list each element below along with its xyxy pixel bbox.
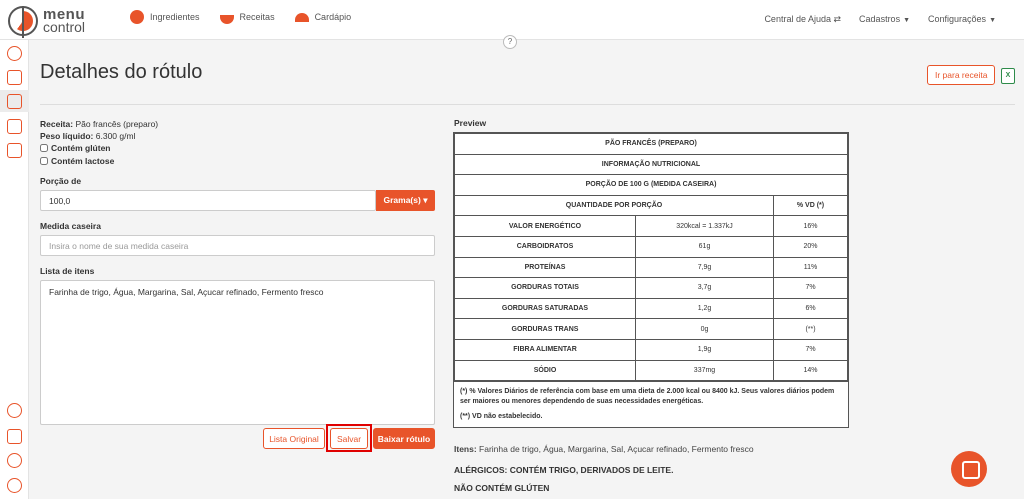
help-icon[interactable] bbox=[7, 403, 22, 418]
original-list-button[interactable]: Lista Original bbox=[263, 428, 325, 449]
tomato-icon bbox=[130, 10, 144, 24]
nut-vd: 6% bbox=[774, 298, 848, 319]
nav-cardapio[interactable] bbox=[295, 10, 352, 24]
nut-col-vd: % VD (*) bbox=[774, 195, 848, 216]
items-list-label: Lista de itens bbox=[40, 266, 95, 276]
nav-receitas[interactable] bbox=[220, 10, 275, 24]
cadastros-menu[interactable] bbox=[859, 14, 910, 25]
nav-ingredientes-label: Ingredientes bbox=[150, 12, 200, 22]
clipboard-icon[interactable] bbox=[7, 70, 22, 85]
nav-receitas-label: Receitas bbox=[239, 12, 275, 22]
recipe-label: Receita: bbox=[40, 119, 74, 129]
nut-header-info: INFORMAÇÃO NUTRICIONAL bbox=[455, 154, 848, 175]
nut-vd: 14% bbox=[774, 360, 848, 381]
nut-name: CARBOIDRATOS bbox=[455, 236, 636, 257]
gluten-checkbox-row[interactable] bbox=[40, 143, 111, 153]
table-row bbox=[455, 236, 848, 257]
save-button[interactable]: Salvar bbox=[330, 428, 368, 449]
main-nav bbox=[130, 10, 351, 24]
chat-launcher-icon[interactable] bbox=[951, 451, 987, 487]
chevron-down-icon: ▼ bbox=[903, 17, 911, 24]
nut-value: 61g bbox=[636, 236, 774, 257]
download-label-button[interactable]: Baixar rótulo bbox=[373, 428, 435, 449]
lactose-checkbox-row[interactable] bbox=[40, 156, 114, 166]
settings-cost-icon[interactable] bbox=[7, 46, 22, 61]
weight-value: 6.300 g/ml bbox=[95, 131, 136, 141]
nav-cardapio-label: Cardápio bbox=[314, 12, 352, 22]
help-center-label: Central de Ajuda bbox=[764, 14, 831, 24]
household-label: Medida caseira bbox=[40, 221, 101, 231]
config-menu[interactable] bbox=[928, 14, 996, 25]
logo-text-control: control bbox=[43, 19, 86, 35]
gluten-free-text: NÃO CONTÉM GLÚTEN bbox=[454, 483, 550, 493]
table-row bbox=[455, 360, 848, 381]
lactose-checkbox[interactable] bbox=[40, 157, 48, 165]
bowl-icon bbox=[220, 15, 234, 24]
top-navbar bbox=[0, 0, 1024, 40]
nut-vd: (**) bbox=[774, 319, 848, 340]
nut-name: SÓDIO bbox=[455, 360, 636, 381]
table-row bbox=[455, 216, 848, 237]
portion-label: Porção de bbox=[40, 176, 82, 186]
nut-name: PROTEÍNAS bbox=[455, 257, 636, 278]
table-row bbox=[455, 339, 848, 360]
nut-name: GORDURAS SATURADAS bbox=[455, 298, 636, 319]
nut-col-qty: QUANTIDADE POR PORÇÃO bbox=[455, 195, 774, 216]
help-bubble-icon[interactable]: ? bbox=[503, 35, 517, 49]
header-divider bbox=[40, 104, 1015, 105]
preview-items bbox=[454, 444, 754, 454]
nut-vd: 20% bbox=[774, 236, 848, 257]
nut-vd: 16% bbox=[774, 216, 848, 237]
page-title: Detalhes do rótulo bbox=[40, 61, 203, 83]
preview-items-value: Farinha de trigo, Água, Margarina, Sal, Açucar refinado, Fermento fresco bbox=[479, 444, 754, 454]
refresh-icon: ⇄ bbox=[833, 14, 842, 24]
nut-vd: 11% bbox=[774, 257, 848, 278]
table-row bbox=[455, 278, 848, 299]
excel-export-icon[interactable]: X bbox=[1001, 68, 1015, 84]
nut-value: 7,9g bbox=[636, 257, 774, 278]
nut-value: 1,9g bbox=[636, 339, 774, 360]
save-button-highlight bbox=[326, 424, 372, 452]
nut-vd: 7% bbox=[774, 339, 848, 360]
preview-label: Preview bbox=[454, 118, 487, 128]
footnote-vd: (*) % Valores Diários de referência com base em uma dieta de 2.000 kcal ou 8400 kJ. Seus valores diários podem ser maiores ou menores dependendo de suas necessidades energéticas. bbox=[460, 388, 835, 406]
chevron-down-icon: ▾ bbox=[423, 195, 428, 205]
nutrition-table bbox=[454, 133, 848, 381]
recipe-card-icon[interactable] bbox=[7, 143, 22, 158]
billing-icon[interactable] bbox=[7, 429, 22, 444]
config-label: Configurações bbox=[928, 14, 987, 24]
nut-vd: 7% bbox=[774, 278, 848, 299]
app-logo[interactable] bbox=[8, 6, 85, 36]
nutrition-footnote bbox=[454, 381, 848, 427]
sidebar bbox=[0, 40, 29, 499]
nut-header-name: PÃO FRANCÊS (PREPARO) bbox=[455, 134, 848, 155]
help-center-link[interactable] bbox=[764, 14, 841, 25]
nut-value: 337mg bbox=[636, 360, 774, 381]
items-list-textarea[interactable] bbox=[40, 280, 435, 425]
nut-value: 0g bbox=[636, 319, 774, 340]
portion-input[interactable] bbox=[40, 190, 376, 211]
gear-icon[interactable] bbox=[7, 453, 22, 468]
table-row bbox=[455, 257, 848, 278]
gluten-checkbox[interactable] bbox=[40, 144, 48, 152]
label-icon[interactable] bbox=[7, 94, 22, 109]
footnote-not-established: (**) VD não estabelecido. bbox=[460, 413, 543, 421]
cadastros-label: Cadastros bbox=[859, 14, 901, 24]
lactose-label: Contém lactose bbox=[51, 156, 115, 166]
cloche-icon bbox=[295, 13, 309, 22]
nut-value: 320kcal = 1.337kJ bbox=[636, 216, 774, 237]
unit-label: Grama(s) bbox=[383, 195, 421, 205]
nut-header-portion: PORÇÃO DE 100 G (MEDIDA CASEIRA) bbox=[455, 175, 848, 196]
nav-ingredientes[interactable] bbox=[130, 10, 200, 24]
nut-name: GORDURAS TOTAIS bbox=[455, 278, 636, 299]
preview-items-label: Itens: bbox=[454, 444, 477, 454]
unit-dropdown-button[interactable] bbox=[376, 190, 435, 211]
chevron-down-icon: ▼ bbox=[989, 17, 996, 24]
allergens-text: ALÉRGICOS: CONTÉM TRIGO, DERIVADOS DE LEITE. bbox=[454, 465, 674, 475]
nut-name: VALOR ENERGÉTICO bbox=[455, 216, 636, 237]
play-icon[interactable] bbox=[7, 478, 22, 493]
recipe-value: Pão francês (preparo) bbox=[75, 119, 159, 129]
go-to-recipe-button[interactable]: Ir para receita bbox=[927, 65, 995, 85]
nut-name: GORDURAS TRANS bbox=[455, 319, 636, 340]
household-measure-input[interactable] bbox=[40, 235, 435, 256]
gluten-label: Contém glúten bbox=[51, 143, 111, 153]
nutrition-label bbox=[453, 132, 849, 428]
logo-icon bbox=[8, 6, 38, 36]
weight-label: Peso líquido: bbox=[40, 131, 94, 141]
table-row bbox=[455, 319, 848, 340]
table-row bbox=[455, 298, 848, 319]
logo-text-menu: menu bbox=[43, 6, 86, 23]
nut-value: 3,7g bbox=[636, 278, 774, 299]
price-sheet-icon[interactable] bbox=[7, 119, 22, 134]
nut-value: 1,2g bbox=[636, 298, 774, 319]
nut-name: FIBRA ALIMENTAR bbox=[455, 339, 636, 360]
recipe-info bbox=[40, 118, 158, 142]
